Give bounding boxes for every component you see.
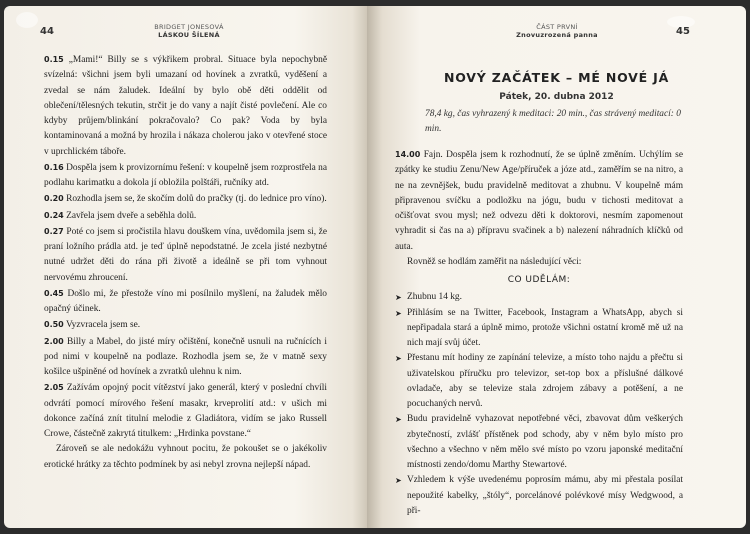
diary-entry [44, 380, 327, 442]
diary-entry [395, 147, 683, 255]
right-page [367, 6, 746, 528]
entry-time: 14.00 [395, 150, 421, 159]
entry-text: Fajn. Dospěla jsem k rozhodnutí, že se úplně změním. Uchýlím se zpátky ke studiu Zenu/New Age/příruček a józe atd., zaměřím se na nitro, a ne na zevnějšek, budu pravidelně meditovat a zhubnu. V koupelně mám připravenou svíčku a podložku na jógu, budu v tichosti meditovat a očišťovat svou mysl; než odvezu děti k doktorovi, nesmím zapomenout vyhradit si čas na a) přípravu svačinek a b) nalezení náhradních klíčků od auta. [395, 150, 683, 252]
entry-text: Rovněž se hodlám zaměřit na následující věci: [407, 256, 582, 267]
entry-text: Rozhodla jsem se, že skočím dolů do pračky (tj. do lednice pro víno). [66, 194, 327, 205]
entry-text: Zároveň se ale nedokážu vyhnout pocitu, že pokoušet se o jakékoliv erotické hrátky za těchto podmínek by asi nebyl zrovna nejlepší nápad. [44, 444, 327, 470]
entry-text: Zavřela jsem dveře a seběhla dolů. [66, 210, 197, 221]
entry-time: 0.20 [44, 194, 64, 204]
list-item [395, 412, 683, 473]
list-item-text: Vzhledem k výše uvedenému poprosím mámu, aby mi přestala posílat nepoužité kabelky, „štóly“, porcelánové polévkové mísy Wedgwood, a při- [407, 475, 683, 516]
entry-text: „Mami!“ Billy se s výkřikem probral. Situace byla nepochybně svízelná: všichni jsem byli umazaní od hovínek a zvratků, vyděšení a zvedal se nám žaludek. Ideální by bylo obě děti oddělit od oblečení/tělesných tekutin, strčit je do vany a najít čisté povlečení. Ale co kdyby průjem/blinkání pokračovalo? Co pak? Voda by byla kontaminovaná a možná by hrozila i nákaza cholerou jako v otevřené stoce v uprchlickém táboře. [44, 55, 327, 157]
diary-stats: 78,4 kg, čas vyhrazený k meditaci: 20 min., čas strávený meditací: 0 min. [425, 109, 681, 134]
section-heading: CO UDĚLÁM: [507, 275, 571, 285]
arrow-bullet-icon: ➤ [395, 293, 402, 303]
right-page-body [395, 147, 683, 519]
running-head-right [487, 23, 627, 39]
running-head-author: BRIDGET JONESOVÁ [154, 23, 224, 31]
entry-time: 0.15 [44, 55, 64, 64]
left-page-body [44, 52, 327, 473]
list-item [395, 473, 683, 519]
entry-time: 0.24 [44, 210, 64, 220]
diary-entry [44, 286, 327, 318]
diary-entry [44, 160, 327, 192]
entry-time: 0.50 [44, 320, 64, 330]
diary-entry [44, 52, 327, 160]
entry-text: Poté co jsem si pročistila hlavu douškem vína, uvědomila jsem si, že praní ložního prádla atd. je teď úplně nepodstatné. Je zcela jisté nezbytné nutné udržet děti do rána při životě a ideálně se při tom vyhnout nervovému zhroucení. [44, 226, 328, 283]
diary-entry [44, 191, 327, 207]
page-number-right: 45 [676, 26, 690, 37]
list-item-text: Přestanu mít hodiny ze zapínání televize, a místo toho najdu a přečtu si uživatelskou příručku pro televizor, set-top box a příslušné dálkové ovladače, aby se televize stala zdrojem zábavy a potěšení, a ne pocuchaných nervů. [407, 353, 683, 409]
highlight-blob [16, 12, 38, 28]
entry-time: 0.16 [44, 162, 64, 172]
diary-entry [44, 224, 327, 286]
page-number-left: 44 [40, 26, 54, 37]
entry-text: Dospěla jsem k provizornímu řešení: v koupelně jsem rozprostřela na podlahu karimatku a dokola jí obložila polštáři, ručníky atd. [44, 162, 327, 188]
entry-time: 2.05 [44, 383, 64, 393]
list-item-text: Budu pravidelně vyhazovat nepotřebné věci, zbavovat dům veškerých zbytečností, zvlášť přístěnek pod schody, aby v něm bylo místo pro všechno a všechno v něm mělo své místo po vzoru japonské meditační místnosti zendo/domu Marthy Stewartové. [407, 414, 683, 470]
arrow-bullet-icon: ➤ [395, 415, 402, 425]
list-item [395, 306, 683, 352]
list-item [395, 290, 683, 305]
arrow-bullet-icon: ➤ [395, 308, 402, 318]
list-item [395, 351, 683, 412]
arrow-bullet-icon: ➤ [395, 354, 402, 364]
entry-text: Vyzvracela jsem se. [65, 320, 141, 331]
diary-entry [395, 255, 683, 270]
entry-text: Došlo mi, že přestože víno mi posílnilo myšlení, na žaludek mělo opačný účinek. [44, 288, 327, 314]
diary-entry [44, 208, 327, 224]
entry-text: Billy a Mabel, do jisté míry očištění, konečně usnuli na ručnících i pod nimi v koupelně na podlaze. Rozhodla jsem se, že v matně sexy košilce ušpiněné od hovínek a zvratků ulehnu k nim. [44, 336, 327, 377]
diary-entry [44, 317, 327, 333]
running-head-title: LÁSKOU ŠÍLENÁ [158, 31, 220, 39]
list-item-text: Přihlásím se na Twitter, Facebook, Instagram a WhatsApp, abych si nepřipadala stará a úplně mimo, protože všichni ostatní kromě mě už na nich mají svůj účet. [407, 307, 683, 348]
diary-entry [44, 442, 327, 473]
running-head-title: Znovuzrozená panna [516, 31, 598, 39]
diary-entry [44, 334, 327, 381]
entry-time: 2.00 [44, 336, 64, 346]
list-item-text: Zhubnu 14 kg. [407, 292, 462, 303]
entry-time: 0.45 [44, 288, 64, 298]
running-head-part: ČÁST PRVNÍ [536, 23, 578, 31]
entry-time: 0.27 [44, 226, 64, 236]
arrow-bullet-icon: ➤ [395, 476, 402, 486]
running-head-left [129, 23, 249, 39]
left-page [4, 6, 367, 528]
chapter-title: NOVÝ ZAČÁTEK – MÉ NOVÉ JÁ [443, 70, 670, 85]
entry-text: Zažívám opojný pocit vítězství jako generál, který v poslední chvíli odvrátí pomocí mírového řešení masakr, krveprolití atd.: v ušich mi dokonce začíná znít titulní melodie z Gladiátora, vidím se jako Russell Crowe, částečně zakrytá titulkem: „Hrdinka povstane.“ [44, 383, 327, 439]
diary-date: Pátek, 20. dubna 2012 [499, 92, 614, 102]
